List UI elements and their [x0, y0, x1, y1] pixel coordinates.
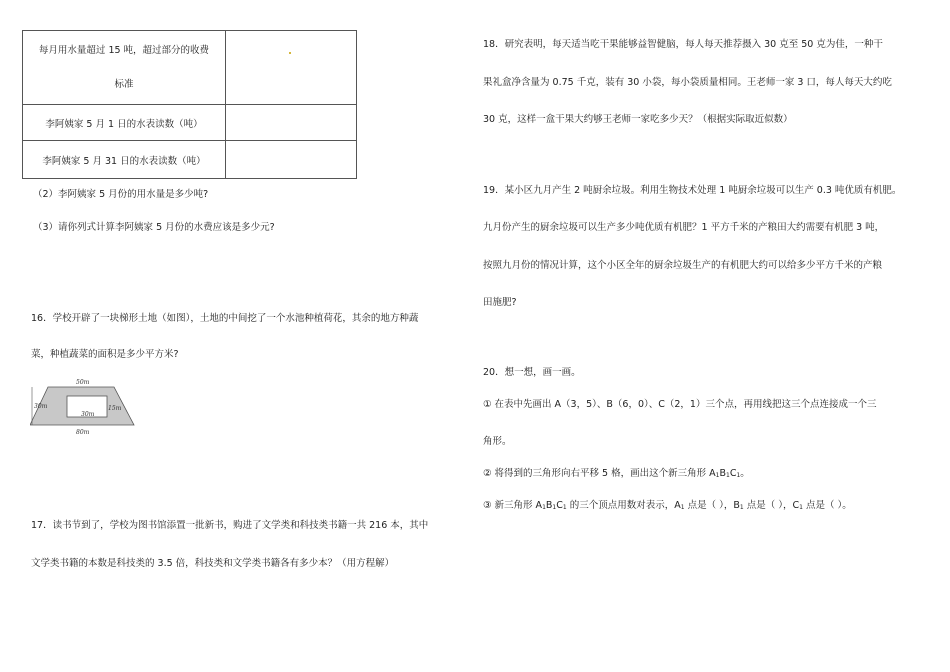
q19-line1: 19．某小区九月产生 2 吨厨余垃圾。利用生物技术处理 1 吨厨余垃圾可以生产 0.3 吨优质有机肥。 — [483, 185, 902, 196]
subscript: 1 — [799, 504, 803, 511]
table-cell-blank[interactable] — [226, 105, 357, 141]
q20-item3-text: 点是（ ）。 — [802, 500, 852, 511]
q16-line1: 16．学校开辟了一块梯形土地（如图），土地的中间挖了一个水池种植荷花，其余的地方种蔬 — [31, 313, 419, 324]
table-cell-text: 李阿姨家 5 月 1 日的水表读数（吨） — [23, 105, 226, 141]
subscript: 1 — [542, 504, 546, 511]
table-cell-blank[interactable] — [226, 31, 357, 105]
q18-line3: 30 克，这样一盒干果大约够王老师一家吃多少天？（根据实际取近似数） — [483, 114, 793, 125]
subscript: 1 — [736, 472, 741, 479]
q18-line1: 18．研究表明，每天适当吃干果能够益智健脑，每人每天推荐摄入 30 克至 50 克为佳，一种干 — [483, 39, 883, 50]
q20-item2-text: ② 将得到的三角形向右平移 5 格，画出这个新三角形 A — [483, 468, 716, 479]
table-cell-text: 标准 — [114, 78, 134, 90]
q18-line2: 果礼盒净含量为 0.75 千克，装有 30 小袋，每小袋质量相同。王老师一家 3 口，每人每天大约吃 — [483, 77, 892, 88]
q20-item3-text: C — [556, 500, 563, 511]
q20-item3-text: ③ 新三角形 A — [483, 500, 543, 511]
q19-line4: 田施肥? — [483, 297, 517, 308]
trapezoid-figure — [30, 375, 142, 439]
q20-title: 20．想一想，画一画。 — [483, 367, 581, 378]
q16-line2: 菜，种植蔬菜的面积是多少平方米? — [31, 349, 179, 360]
q20-item1-line2: 角形。 — [483, 436, 512, 447]
q17-line1: 17．读书节到了，学校为图书馆添置一批新书，购进了文学类和科技类书籍一共 216 本，其中 — [31, 520, 429, 531]
table-row — [23, 141, 357, 179]
label-top: 50m — [76, 379, 90, 386]
table-cell-blank[interactable] — [226, 141, 357, 179]
water-bill-table — [22, 30, 357, 179]
q15-sub3: （3）请你列式计算李阿姨家 5 月份的水费应该是多少元? — [33, 222, 275, 233]
q20-item3-text: B — [545, 500, 553, 511]
label-left: 30m — [34, 403, 48, 410]
table-cell-text: 每月用水量超过 15 吨，超过部分的收费 — [38, 44, 210, 56]
q19-line3: 按照九月份的情况计算，这个小区全年的厨余垃圾生产的有机肥大约可以给多少平方千米的产粮 — [483, 260, 883, 271]
q20-item2 — [483, 465, 750, 479]
label-inner-width: 30m — [81, 411, 95, 418]
q17-line2: 文学类书籍的本数是科技类的 3.5 倍，科技类和文学类书籍各有多少本？（用方程解） — [31, 558, 395, 569]
q20-item1-line1: ① 在表中先画出 A（3，5）、B（6，0）、C（2，1）三个点，再用线把这三个点连接成一个三 — [483, 399, 877, 410]
q15-sub2: （2）李阿姨家 5 月份的用水量是多少吨? — [33, 189, 209, 200]
table-cell — [23, 31, 226, 105]
subscript: 1 — [680, 504, 685, 511]
table-cell-text: 李阿姨家 5 月 31 日的水表读数（吨） — [23, 141, 226, 179]
subscript: 1 — [715, 472, 720, 479]
stray-dot — [289, 52, 291, 54]
label-inner-height: 15m — [108, 405, 122, 412]
subscript: 1 — [562, 504, 567, 511]
q20-item3 — [483, 497, 852, 511]
label-bottom: 80m — [76, 429, 90, 436]
q19-line2: 九月份产生的厨余垃圾可以生产多少吨优质有机肥？1 平方千米的产粮田大约需要有机肥 3 吨， — [483, 222, 885, 233]
q20-item2-text: C — [729, 468, 737, 479]
table-row — [23, 105, 357, 141]
table-row — [23, 31, 357, 105]
q20-item3-text: 的三个顶点用数对表示，A — [566, 500, 681, 511]
subscript: 1 — [726, 472, 730, 479]
q20-item2-text: 。 — [740, 468, 750, 479]
subscript: 1 — [552, 504, 557, 511]
subscript: 1 — [739, 504, 744, 511]
q20-item2-text: B — [719, 468, 726, 479]
q20-item3-text: 点是（ ），C — [743, 500, 800, 511]
q20-item3-text: 点是（ ），B — [684, 500, 740, 511]
